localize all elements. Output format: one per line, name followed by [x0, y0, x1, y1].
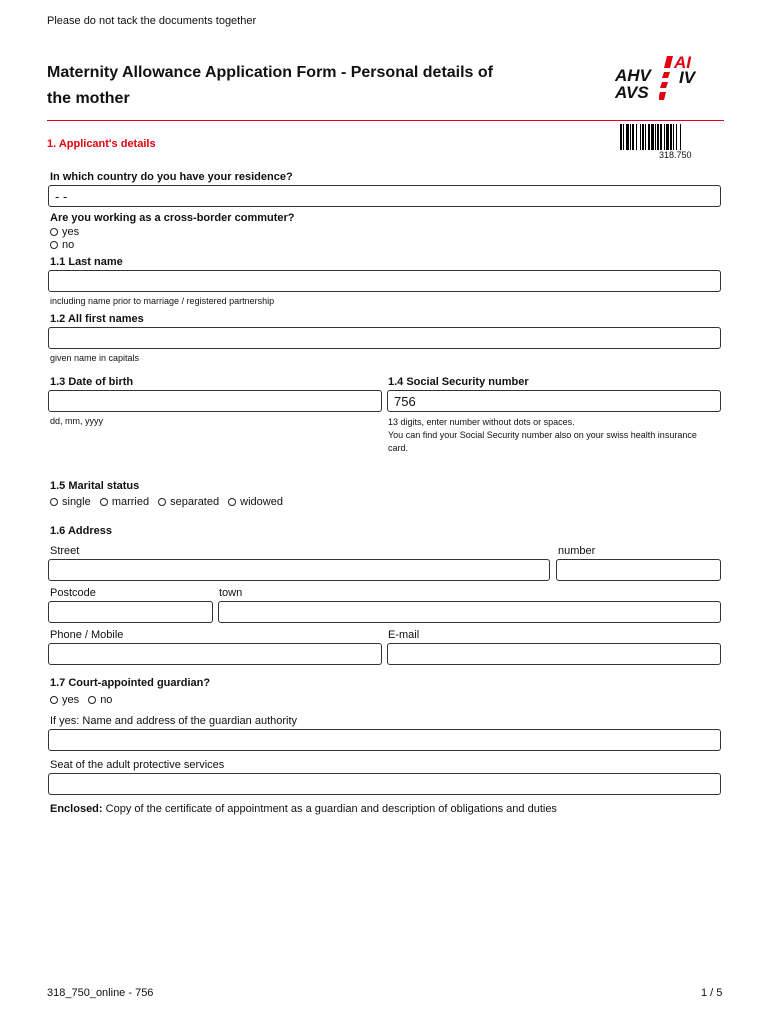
residence-question: In which country do you have your residence? [50, 171, 293, 183]
dob-input[interactable] [48, 390, 382, 412]
commuter-yes-label: yes [62, 226, 80, 238]
guardian-options [50, 694, 118, 706]
page-title-line-2: the mother [47, 90, 130, 107]
logo-ai-text: AI [674, 53, 691, 72]
protective-services-label: Seat of the adult protective services [50, 759, 225, 771]
marital-status-label: 1.5 Marital status [50, 480, 140, 492]
town-input[interactable] [218, 601, 721, 623]
protective-services-input[interactable] [48, 773, 721, 795]
commuter-yes-option[interactable] [50, 226, 79, 238]
ssn-label: 1.4 Social Security number [388, 376, 529, 388]
logo-ahv-text: AHV [615, 66, 651, 85]
enclosed-label: Enclosed: [50, 803, 103, 815]
commuter-no-label: no [62, 239, 75, 251]
page-title [47, 60, 493, 112]
postcode-input[interactable] [48, 601, 213, 623]
dob-label: 1.3 Date of birth [50, 376, 134, 388]
dob-hint: dd, mm, yyyy [50, 416, 104, 426]
marital-separated-radio[interactable] [158, 498, 166, 506]
guardian-no-radio[interactable] [88, 696, 96, 704]
phone-input[interactable] [48, 643, 382, 665]
guardian-authority-label: If yes: Name and address of the guardian authority [50, 715, 298, 727]
marital-married-label: married [111, 496, 150, 508]
marital-status-options [50, 496, 289, 508]
marital-married-option[interactable] [100, 496, 149, 508]
street-input[interactable] [48, 559, 550, 581]
marital-single-radio[interactable] [50, 498, 58, 506]
logo-avs-text: AVS [615, 83, 649, 102]
marital-single-option[interactable] [50, 496, 91, 508]
residence-country-select[interactable]: - - [48, 185, 721, 207]
logo-iv-text: IV [679, 68, 696, 87]
ssn-input[interactable]: 756 [387, 390, 721, 412]
last-name-input[interactable] [48, 270, 721, 292]
enclosed-note [50, 803, 557, 815]
first-names-hint: given name in capitals [50, 353, 140, 363]
street-label: Street [50, 545, 80, 557]
marital-separated-option[interactable] [158, 496, 219, 508]
guardian-authority-input[interactable] [48, 729, 721, 751]
barcode-icon [620, 124, 723, 150]
ahv-iv-logo [615, 52, 725, 104]
section-title: 1. Applicant's details [47, 138, 156, 150]
guardian-no-option[interactable] [88, 694, 112, 706]
town-label: town [219, 587, 243, 599]
ssn-hint-line-3: card. [388, 443, 409, 453]
guardian-yes-option[interactable] [50, 694, 79, 706]
header-divider [47, 120, 724, 121]
ssn-hint-line-2: You can find your Social Security number also on your swiss health insurance [388, 430, 697, 440]
house-number-input[interactable] [556, 559, 721, 581]
guardian-yes-label: yes [62, 694, 80, 706]
first-names-label: 1.2 All first names [50, 313, 144, 325]
guardian-no-label: no [100, 694, 113, 706]
email-input[interactable] [387, 643, 721, 665]
last-name-hint: including name prior to marriage / registered partnership [50, 296, 275, 306]
last-name-label: 1.1 Last name [50, 256, 123, 268]
footer-doc-id: 318_750_online - 756 [47, 987, 154, 999]
enclosed-text: Copy of the certificate of appointment as a guardian and description of obligations and duties [105, 803, 557, 815]
guardian-yes-radio[interactable] [50, 696, 58, 704]
footer-page-number: 1 / 5 [701, 987, 723, 999]
number-label: number [558, 545, 596, 557]
marital-widowed-radio[interactable] [228, 498, 236, 506]
marital-widowed-option[interactable] [228, 496, 283, 508]
ssn-hint-line-1: 13 digits, enter number without dots or spaces. [388, 417, 575, 427]
commuter-question: Are you working as a cross-border commuter? [50, 212, 295, 224]
marital-separated-label: separated [170, 496, 220, 508]
instruction-note: Please do not tack the documents together [47, 15, 257, 27]
phone-label: Phone / Mobile [50, 629, 124, 641]
address-label: 1.6 Address [50, 525, 112, 537]
marital-married-radio[interactable] [100, 498, 108, 506]
barcode-number: 318.750 [659, 150, 692, 160]
email-label: E-mail [388, 629, 420, 641]
page-title-line-1: Maternity Allowance Application Form - Personal details of [47, 64, 493, 81]
logo-bar-icon [659, 56, 677, 102]
marital-widowed-label: widowed [240, 496, 283, 508]
guardian-label: 1.7 Court-appointed guardian? [50, 677, 211, 689]
marital-single-label: single [62, 496, 91, 508]
commuter-no-option[interactable] [50, 239, 74, 251]
first-names-input[interactable] [48, 327, 721, 349]
commuter-yes-radio[interactable] [50, 228, 58, 236]
commuter-no-radio[interactable] [50, 241, 58, 249]
ssn-hint [388, 416, 697, 455]
postcode-label: Postcode [50, 587, 96, 599]
